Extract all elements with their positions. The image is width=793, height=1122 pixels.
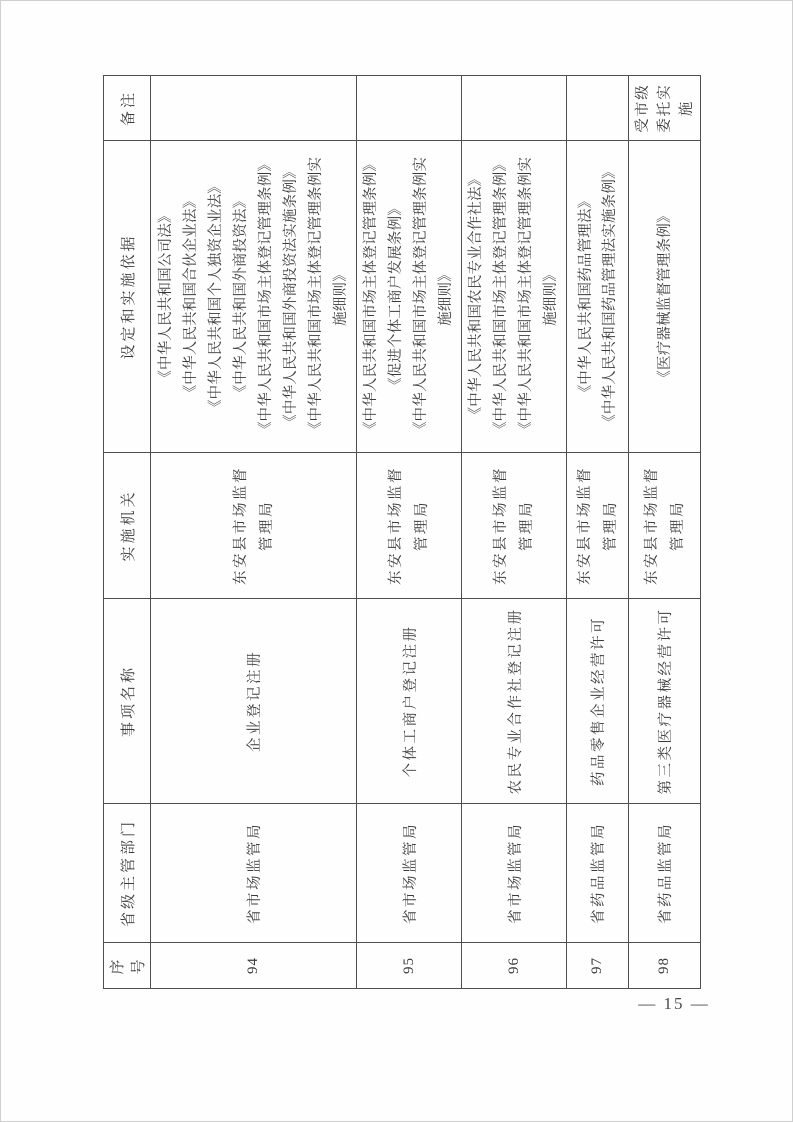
cell-remark — [567, 76, 629, 141]
basis-line: 施细则》 — [332, 267, 349, 326]
basis-line: 《中华人民共和国市场主体登记管理条例》 — [257, 156, 274, 437]
header-serial: 序号 — [104, 943, 151, 989]
cell-remark — [151, 76, 357, 141]
cell-item-name: 药品零售企业经营许可 — [567, 599, 629, 804]
agency-line: 管理局 — [602, 500, 619, 551]
header-implementing-agency: 实施机关 — [104, 453, 151, 599]
cell-implementing-agency — [462, 453, 567, 599]
table-row-95 — [357, 76, 462, 989]
table-row-98 — [629, 76, 701, 989]
table-row-97 — [567, 76, 629, 989]
cell-remark — [357, 76, 462, 141]
basis-line: 《中华人民共和国市场主体登记管理条例实 — [518, 156, 534, 437]
agency-line: 东安县市场监督 — [493, 466, 509, 585]
agency-line: 管理局 — [414, 500, 430, 551]
agency-line: 管理局 — [519, 500, 535, 551]
basis-line: 《中华人民共和国农民专业合作社法》 — [468, 171, 484, 422]
cell-legal-basis — [629, 141, 701, 453]
header-legal-basis: 设定和实施依据 — [104, 141, 151, 453]
header-remark: 备注 — [104, 76, 151, 141]
basis-line: 施细则》 — [438, 267, 454, 326]
cell-provincial-dept: 省市场监管局 — [462, 804, 567, 943]
cell-legal-basis — [151, 141, 357, 453]
header-provincial-dept: 省级主管部门 — [104, 804, 151, 943]
cell-legal-basis — [567, 141, 629, 453]
cell-provincial-dept: 省市场监管局 — [151, 804, 357, 943]
cell-serial: 95 — [357, 943, 462, 989]
cell-item-name: 农民专业合作社登记注册 — [462, 599, 567, 804]
cell-legal-basis — [462, 141, 567, 453]
agency-line: 东安县市场监督 — [576, 466, 593, 585]
cell-item-name: 企业登记注册 — [151, 599, 357, 804]
basis-line: 施细则》 — [543, 267, 559, 326]
agency-line: 管理局 — [669, 500, 686, 551]
basis-line: 《促进个体工商户发展条例》 — [388, 200, 404, 393]
basis-line: 《中华人民共和国药品管理法实施条例》 — [601, 164, 618, 429]
remark-line: 委托实 — [656, 83, 673, 133]
cell-implementing-agency — [629, 453, 701, 599]
cell-provincial-dept: 省药品监管局 — [629, 804, 701, 943]
cell-provincial-dept: 省市场监管局 — [357, 804, 462, 943]
cell-serial: 96 — [462, 943, 567, 989]
basis-line: 《中华人民共和国合伙企业法》 — [182, 193, 199, 400]
cell-legal-basis — [357, 141, 462, 453]
page-number: — 15 — — [638, 994, 710, 1013]
cell-serial: 94 — [151, 943, 357, 989]
table-row-96 — [462, 76, 567, 989]
basis-line: 《中华人民共和国市场主体登记管理条例实 — [413, 156, 429, 437]
cell-provincial-dept: 省药品监管局 — [567, 804, 629, 943]
remark-line: 施 — [678, 99, 695, 117]
basis-line: 《中华人民共和国市场主体登记管理条例》 — [493, 156, 509, 437]
cell-remark — [462, 76, 567, 141]
agency-line: 东安县市场监督 — [388, 466, 404, 585]
approval-items-table — [103, 75, 701, 989]
basis-line: 《中华人民共和国市场主体登记管理条例实 — [307, 156, 324, 437]
cell-serial: 98 — [629, 943, 701, 989]
agency-line: 东安县市场监督 — [643, 466, 660, 585]
table-header-row — [104, 76, 151, 989]
basis-line: 《中华人民共和国个人独资企业法》 — [207, 178, 224, 415]
agency-line: 东安县市场监督 — [232, 466, 249, 585]
cell-item-name: 第三类医疗器械经营许可 — [629, 599, 701, 804]
cell-item-name: 个体工商户登记注册 — [357, 599, 462, 804]
agency-line: 管理局 — [258, 500, 275, 551]
basis-line: 《中华人民共和国外商投资法实施条例》 — [282, 164, 299, 429]
basis-line: 《中华人民共和国药品管理法》 — [577, 193, 594, 400]
cell-serial: 97 — [567, 943, 629, 989]
cell-implementing-agency — [151, 453, 357, 599]
rotated-table-container — [103, 76, 695, 989]
cell-implementing-agency — [357, 453, 462, 599]
header-item-name: 事项名称 — [104, 599, 151, 804]
basis-line: 《医疗器械监督管理条例》 — [656, 208, 673, 385]
cell-remark — [629, 76, 701, 141]
basis-line: 《中华人民共和国外商投资法》 — [232, 193, 249, 400]
table-row-94 — [151, 76, 357, 989]
cell-implementing-agency — [567, 453, 629, 599]
basis-line: 《中华人民共和国市场主体登记管理条例》 — [363, 156, 379, 437]
remark-line: 受市级 — [634, 83, 651, 133]
basis-line: 《中华人民共和国公司法》 — [157, 208, 174, 385]
